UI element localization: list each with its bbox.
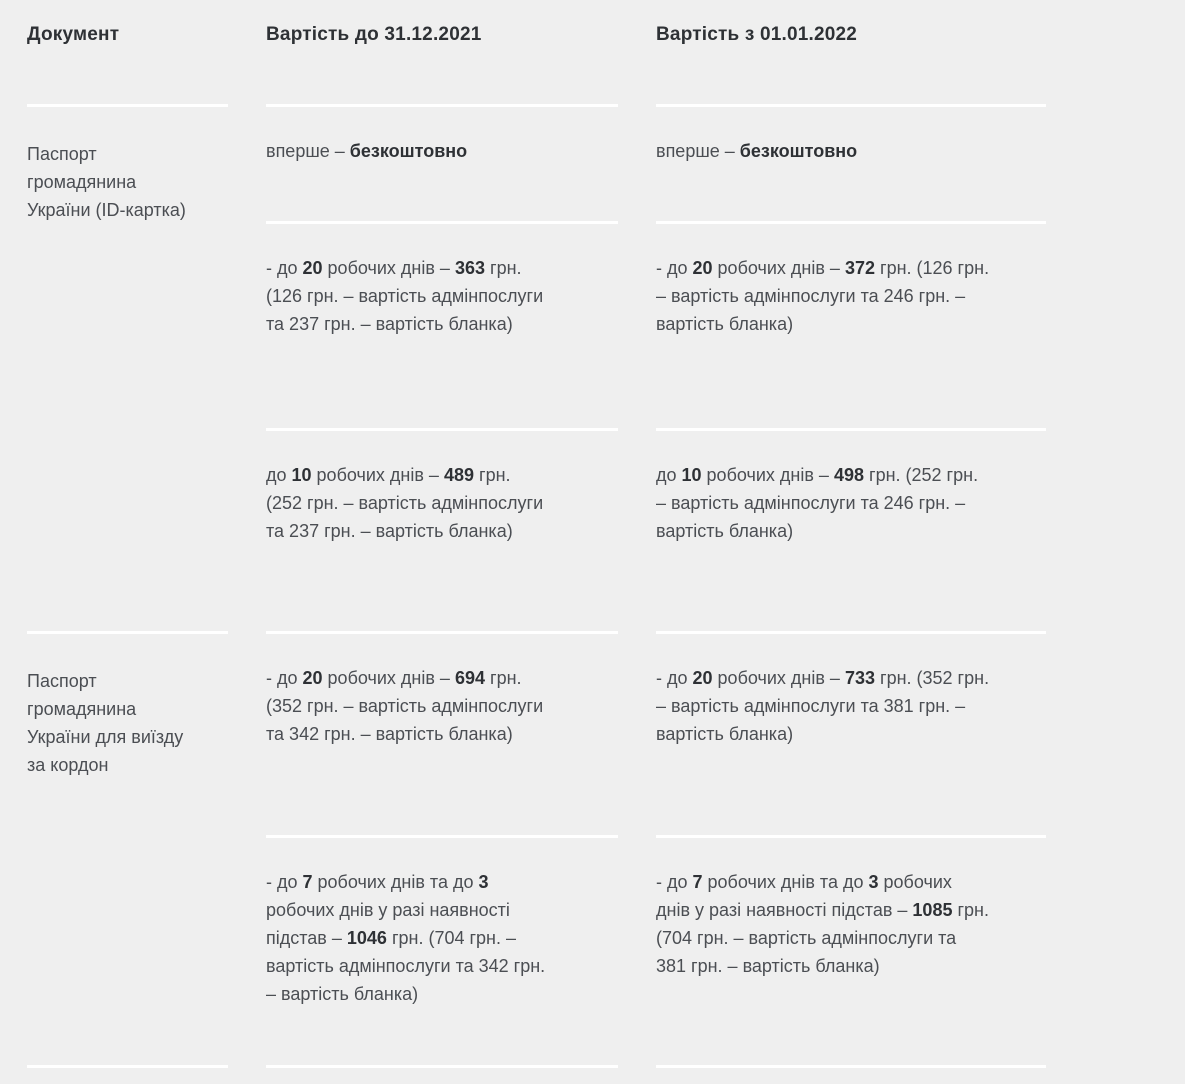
- price-cell-passport-20-days-2021: [266, 631, 618, 835]
- price-text: вперше – безкоштовно: [266, 141, 468, 161]
- price-cell-passport-7-days-2021: [266, 835, 618, 1068]
- price-text: - до 20 робочих днів – 372 грн. (126 грн. – вартість адмінпослуги та 246 грн. – вартість бланка): [656, 258, 990, 334]
- document-name-international-passport: [27, 631, 228, 1068]
- price-cell-id-card-20-days-2022: [656, 221, 1046, 428]
- price-text: вперше – безкоштовно: [656, 141, 858, 161]
- document-name-text: Паспорт громадянина України (ID-картка): [27, 144, 186, 220]
- price-cell-id-card-10-days-2022: [656, 428, 1046, 631]
- price-text: - до 20 робочих днів – 363 грн. (126 грн. – вартість адмінпослуги та 237 грн. – вартість бланка): [266, 258, 544, 334]
- column-header-price-until-2021: Вартість до 31.12.2021: [266, 24, 482, 45]
- price-cell-id-card-10-days-2021: [266, 428, 618, 631]
- price-text: - до 7 робочих днів та до 3 робочих днів у разі наявності підстав – 1046 грн. (704 грн. – вартість адмінпослуги та 342 грн. – вартість бланка): [266, 872, 546, 1004]
- price-text: - до 20 робочих днів – 694 грн. (352 грн. – вартість адмінпослуги та 342 грн. – вартість бланка): [266, 668, 544, 744]
- column-header-document: Документ: [27, 24, 120, 45]
- column-header-price-from-2022: Вартість з 01.01.2022: [656, 24, 858, 45]
- price-cell-id-card-first-time-2021: [266, 104, 618, 221]
- price-cell-passport-7-days-2022: [656, 835, 1046, 1068]
- price-cell-id-card-20-days-2021: [266, 221, 618, 428]
- price-cell-id-card-first-time-2022: [656, 104, 1046, 221]
- price-text: до 10 робочих днів – 498 грн. (252 грн. – вартість адмінпослуги та 246 грн. – вартість бланка): [656, 465, 979, 541]
- price-text: - до 7 робочих днів та до 3 робочих днів у разі наявності підстав – 1085 грн. (704 грн. – вартість адмінпослуги та 381 грн. – вартість бланка): [656, 872, 989, 976]
- price-cell-passport-20-days-2022: [656, 631, 1046, 835]
- price-text: - до 20 робочих днів – 733 грн. (352 грн. – вартість адмінпослуги та 381 грн. – вартість бланка): [656, 668, 990, 744]
- price-text: до 10 робочих днів – 489 грн. (252 грн. – вартість адмінпослуги та 237 грн. – вартість бланка): [266, 465, 544, 541]
- document-name-text: Паспорт громадянина України для виїзду за кордон: [27, 671, 184, 775]
- document-name-id-card: [27, 104, 228, 631]
